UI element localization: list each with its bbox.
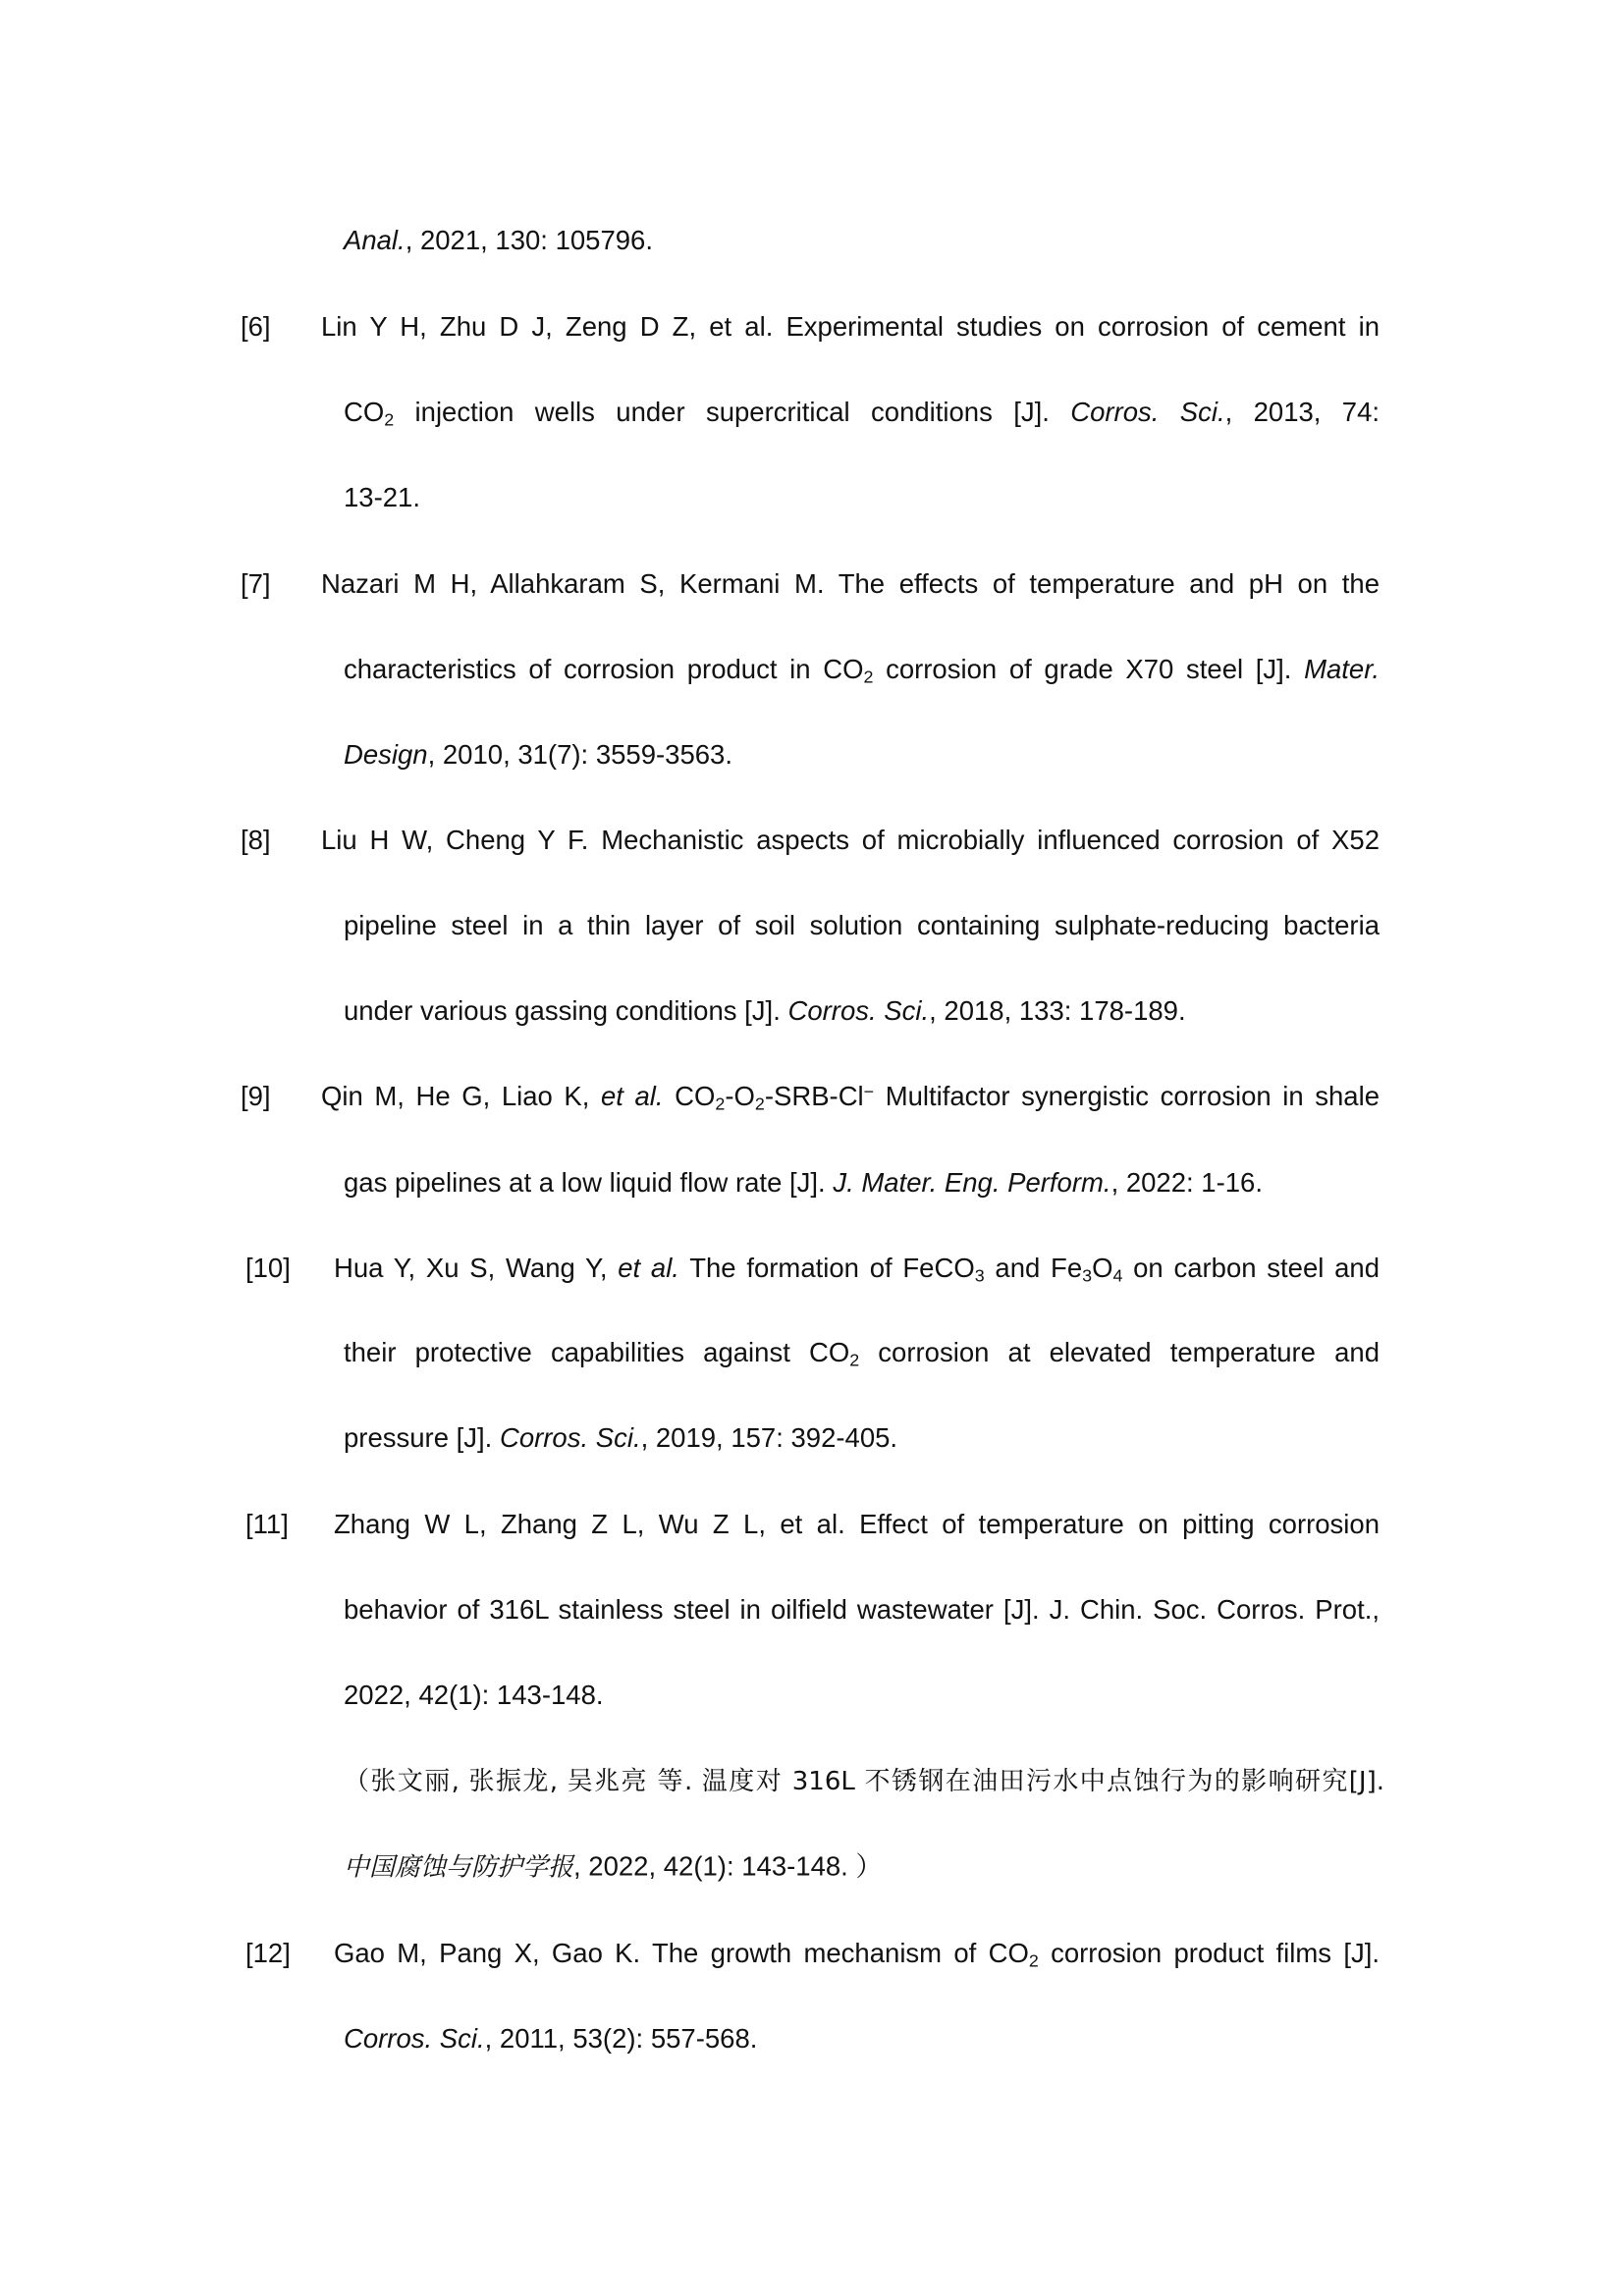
reference-6-line-3: 13-21. [344, 482, 420, 512]
reference-7-line-1: Nazari M H, Allahkaram S, Kermani M. The effects of temperature and pH on the [321, 568, 1380, 599]
reference-10-line-2: their protective capabilities against $CO_2$ corrosion at elevated temperature and [344, 1337, 1380, 1370]
citation-details: 2011, 53(2): 557-568. [499, 2023, 758, 2054]
reference-label: [10] [245, 1253, 291, 1283]
reference-11-chinese-line-2 [344, 1851, 883, 1884]
reference-7-line-3: Design, 2010, 31(7): 3559-3563. [344, 739, 732, 770]
journal-abbrev: Corros. Sci. [1070, 397, 1225, 427]
journal-abbrev: Corros. Sci. [344, 2023, 485, 2054]
reference-12-line-2: Corros. Sci., 2011, 53(2): 557-568. [344, 2023, 758, 2054]
citation-details: 2018, 133: 178-189. [944, 995, 1186, 1026]
reference-8-line-3: under various gassing conditions [J]. Corros. Sci., 2018, 133: 178-189. [344, 995, 1186, 1026]
reference-label: [8] [241, 825, 271, 855]
journal-abbrev: Corros. Sci. [499, 1422, 641, 1453]
reference-8-line-1: Liu H W, Cheng Y F. Mechanistic aspects of microbially influenced corrosion of X52 [321, 825, 1380, 855]
journal-abbrev: Anal. [344, 225, 406, 255]
reference-10-line-1: Hua Y, Xu S, Wang Y, et al. The formation of FeCO$_3$ and $Fe_3O_4$ on carbon steel and [334, 1253, 1380, 1286]
reference-label: [7] [241, 568, 271, 599]
citation-details: , 2022, 42(1): 143-148. ） [573, 1850, 883, 1882]
reference-label: [11] [245, 1509, 289, 1539]
reference-11-chinese-line-1: （张文丽, 张振龙, 吴兆亮 等. 温度对 316L 不锈钢在油田污水中点蚀行为的影响研究[J]. [344, 1767, 1384, 1796]
reference-label: [12] [245, 1938, 291, 1968]
reference-label: [6] [241, 311, 271, 342]
reference-7-line-2: characteristics of corrosion product in $CO_2$ corrosion of grade X70 steel [J]. Mater. [344, 654, 1380, 687]
reference-11-line-3: 2022, 42(1): 143-148. [344, 1680, 604, 1710]
reference-label: [9] [241, 1081, 271, 1111]
journal-abbrev: Corros. Sci. [787, 995, 930, 1026]
reference-11-line-2: behavior of 316L stainless steel in oilfield wastewater [J]. J. Chin. Soc. Corros. Prot., [344, 1594, 1380, 1625]
citation-details: 2019, 157: 392-405. [655, 1422, 898, 1453]
reference-11-line-1: Zhang W L, Zhang Z L, Wu Z L, et al. Effect of temperature on pitting corrosion [334, 1509, 1380, 1539]
reference-6-line-2: $CO_2$ injection wells under supercritical conditions [J]. Corros. Sci., 2013, 74: [344, 397, 1380, 430]
reference-9-line-2: gas pipelines at a low liquid flow rate [J]. J. Mater. Eng. Perform., 2022: 1-16. [344, 1167, 1263, 1198]
reference-8-line-2: pipeline steel in a thin layer of soil solution containing sulphate-reducing bacteria [344, 910, 1380, 940]
journal-abbrev: J. Mater. Eng. Perform. [833, 1167, 1111, 1198]
citation-details: 2022: 1-16. [1125, 1167, 1263, 1198]
reference-continuation [344, 225, 653, 256]
citation-details: , 2021, 130: 105796. [405, 225, 653, 255]
reference-10-line-3: pressure [J]. Corros. Sci., 2019, 157: 392-405. [344, 1422, 898, 1453]
reference-6-line-1: Lin Y H, Zhu D J, Zeng D Z, et al. Experimental studies on corrosion of cement in [321, 311, 1380, 342]
reference-9-line-1: Qin M, He G, Liao K, et al. $CO_2-O_2-SRB-Cl^-$ Multifactor synergistic corrosion in shale [321, 1081, 1380, 1114]
reference-12-line-1: Gao M, Pang X, Gao K. The growth mechanism of $CO_2$ corrosion product films [J]. [334, 1938, 1380, 1971]
chinese-journal-name: 中国腐蚀与防护学报 [344, 1852, 574, 1883]
